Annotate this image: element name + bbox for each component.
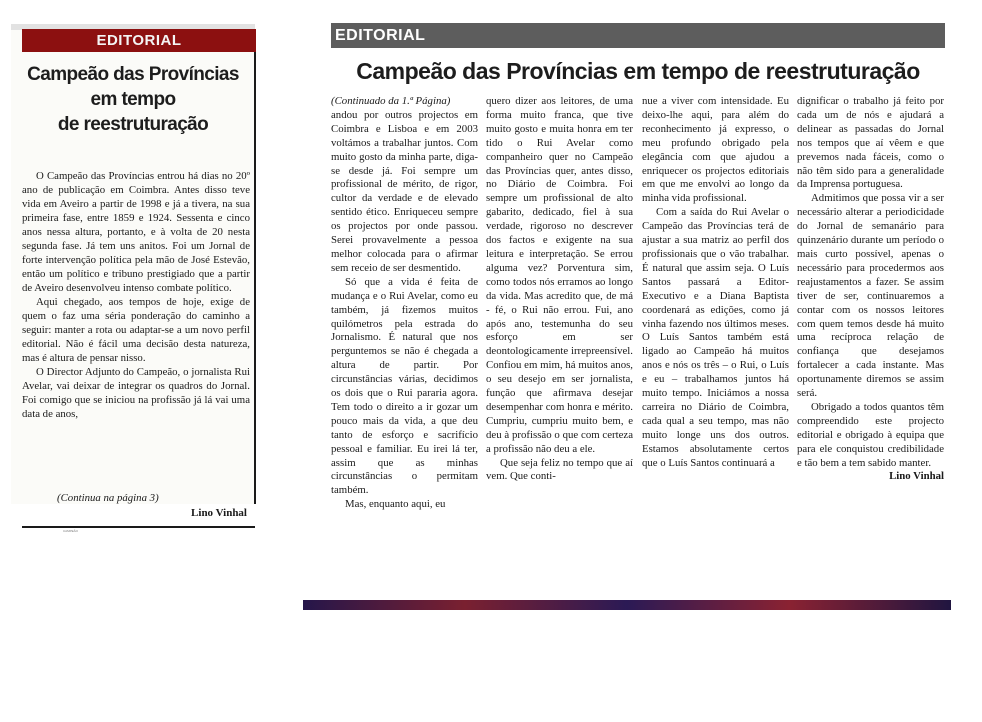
paragraph: O Campeão das Províncias entrou há dias no 20º ano de publicação em Coimbra. Antes disso teve vida em Aveiro a partir de 1998 e já a tivera, na sua primeira fase, entre 1859 e 1924. Sessenta e cinco anos nessa altura, portanto, e à volta de 20 nesta segunda fase. Já tem uns anitos. Foi um Jornal de forte intervenção política pela mão de José Estevão, então um político e tribuno prestigiado que a partir de Aveiro desenvolveu intenso combate político.: [22, 170, 250, 294]
author-signature: Lino Vinhal: [889, 470, 944, 483]
paragraph: Admitimos que possa vir a ser necessário alterar a periodicidade do Jornal de semanário para quinzenário durante um período o mais curto possível, apenas o necessário para procedermos aos reajustamentos a fazer. Se assim tiver de ser, continuaremos a contar com os nossos leitores com quem temos desde há muito uma recíproca relação de confiança que desejamos fortalecer a cada instante. Mas oportunamente diremos se assim será.: [797, 192, 944, 400]
page-bottom-band: [303, 600, 951, 610]
author-signature: Lino Vinhal: [191, 507, 247, 519]
headline-line: de reestruturação: [57, 114, 209, 135]
paragraph: Com a saída do Rui Avelar o Campeão das Províncias terá de ajustar a sua matriz ao perfil dos profissionais que o vão trabalhar. É natural que assim seja. O Luís Santos passará a Editor-Executivo e a Diana Baptista coordenará as edições, como já vinha fazendo nos últimos meses. O Luís Santos também está ligado ao Campeão há muitos anos e nós os três – o Rui, o Luís e eu – trabalhamos juntos há muito tempo. Iniciámos a nossa carreira no Diário de Coimbra, cada qual a seu tempo, mas não muito longe uns dos outros. Estamos absolutamente certos que o Luís Santos continuará a: [642, 206, 789, 469]
article-column-2: [486, 95, 633, 595]
bottom-rule: [22, 526, 255, 528]
inside-page-clipping: [303, 18, 951, 610]
paragraph: andou por outros projectos em Coimbra e Lisboa e em 2003 voltámos a trabalhar juntos. Com muito gosto da minha parte, diga-se desde já. Foi sempre um profissional de mérito, de rigor, cultor da verdade e de elevado sentido ético. Enriqueceu sempre os projectos por onde passou. Serei provavelmente a pessoa melhor colocada para o afirmar sem receio de ser desmentido.: [331, 108, 478, 274]
paragraph: Mas, enquanto aqui, eu: [345, 498, 446, 511]
headline: Campeão das Províncias em tempo de reestruturação: [356, 58, 920, 84]
article-column-4: [797, 95, 944, 595]
paragraph: dignificar o trabalho já feito por cada um de nós e ajudará a delinear as passadas do Jornal nos tempos que aí vêem e que prevemos nada fáceis, como o não têm sido para a generalidade da Imprensa portuguesa.: [797, 95, 944, 191]
footer-mark: CAMPEÃO: [63, 529, 79, 533]
article-column-1: [331, 95, 478, 595]
paragraph: Obrigado a todos quantos têm compreendido este projecto editorial e obrigado à equipa que para ele conquistou credibilidade e tão bem a tem sabido manter.: [797, 400, 944, 469]
headline-line: Campeão das Províncias: [27, 64, 239, 85]
paragraph: Que seja feliz no tempo que aí vem. Que conti-: [486, 456, 633, 483]
section-label: EDITORIAL: [22, 29, 256, 52]
continued-note: (Continuado da 1.ª Página): [331, 95, 451, 107]
front-page-clipping: [11, 24, 255, 533]
paragraph: quero dizer aos leitores, de uma forma muito franca, que tive muito gosto e muita honra em ter tido o Rui Avelar como companheiro quer no Campeão das Províncias quer, antes disso, no Diário de Coimbra. Foi sempre um profissional de alto gabarito, dedicado, fiel à sua verdade, rigoroso no descrever dos factos e exigente na sua leitura e interpretação. Se errou alguma vez? Porventura sim, como todos nós erramos ao longo da vida. Mas acredito que, de má - fé, o Rui não errou. Fui, ano após ano, testemunha do seu esforço em ser deontologicamente irrepreensível. Confiou em mim, há muitos anos, o seu desejo em ser jornalista, função que afirmava desejar desempenhar com honra e mérito. Cumpriu, cumpriu muito bem, e deu à profissão o que com certeza a profissão não deu a ele.: [486, 95, 633, 455]
paragraph: nue a viver com intensidade. Eu deixo-lhe aqui, para além do reconhecimento já expresso, o meu profundo obrigado pela elegância com que ajudou a enriquecer os projectos editoriais em que me envolvi ao longo da minha vida profissional.: [642, 95, 789, 205]
paragraph: O Director Adjunto do Campeão, o jornalista Rui Avelar, vai deixar de integrar os quadros do Jornal. Foi comigo que se iniciou na profissão já lá vai uma data de anos,: [22, 366, 250, 420]
continuation-note: (Continua na página 3): [57, 492, 159, 504]
headline: [11, 62, 255, 137]
section-header: EDITORIAL: [331, 23, 945, 48]
paragraph: Só que a vida é feita de mudança e o Rui Avelar, como eu também, já fizemos muitos quilómetros pela estrada do Jornalismo. É natural que nos perguntemos se não é chegada a altura de partir. Por circunstâncias várias, decidimos os dois que o Rui pararia agora. Tem todo o direito a ir gozar um pouco mais da vida, a que deu tanto de esforço e sacrifício pessoal e familiar. Eu irei lá ter, assim que as minhas circunstâncias o permitam também.: [331, 275, 478, 497]
article-body: [22, 169, 250, 421]
paragraph: Aqui chegado, aos tempos de hoje, exige de quem o faz uma séria ponderação do caminho a seguir: manter a rota ou adaptar-se a um novo perfil editorial. Não é fácil uma decisão desta natureza, mas é altura de pensar nisso.: [22, 296, 250, 364]
article-column-3: [642, 95, 789, 595]
headline-line: em tempo: [90, 89, 176, 110]
